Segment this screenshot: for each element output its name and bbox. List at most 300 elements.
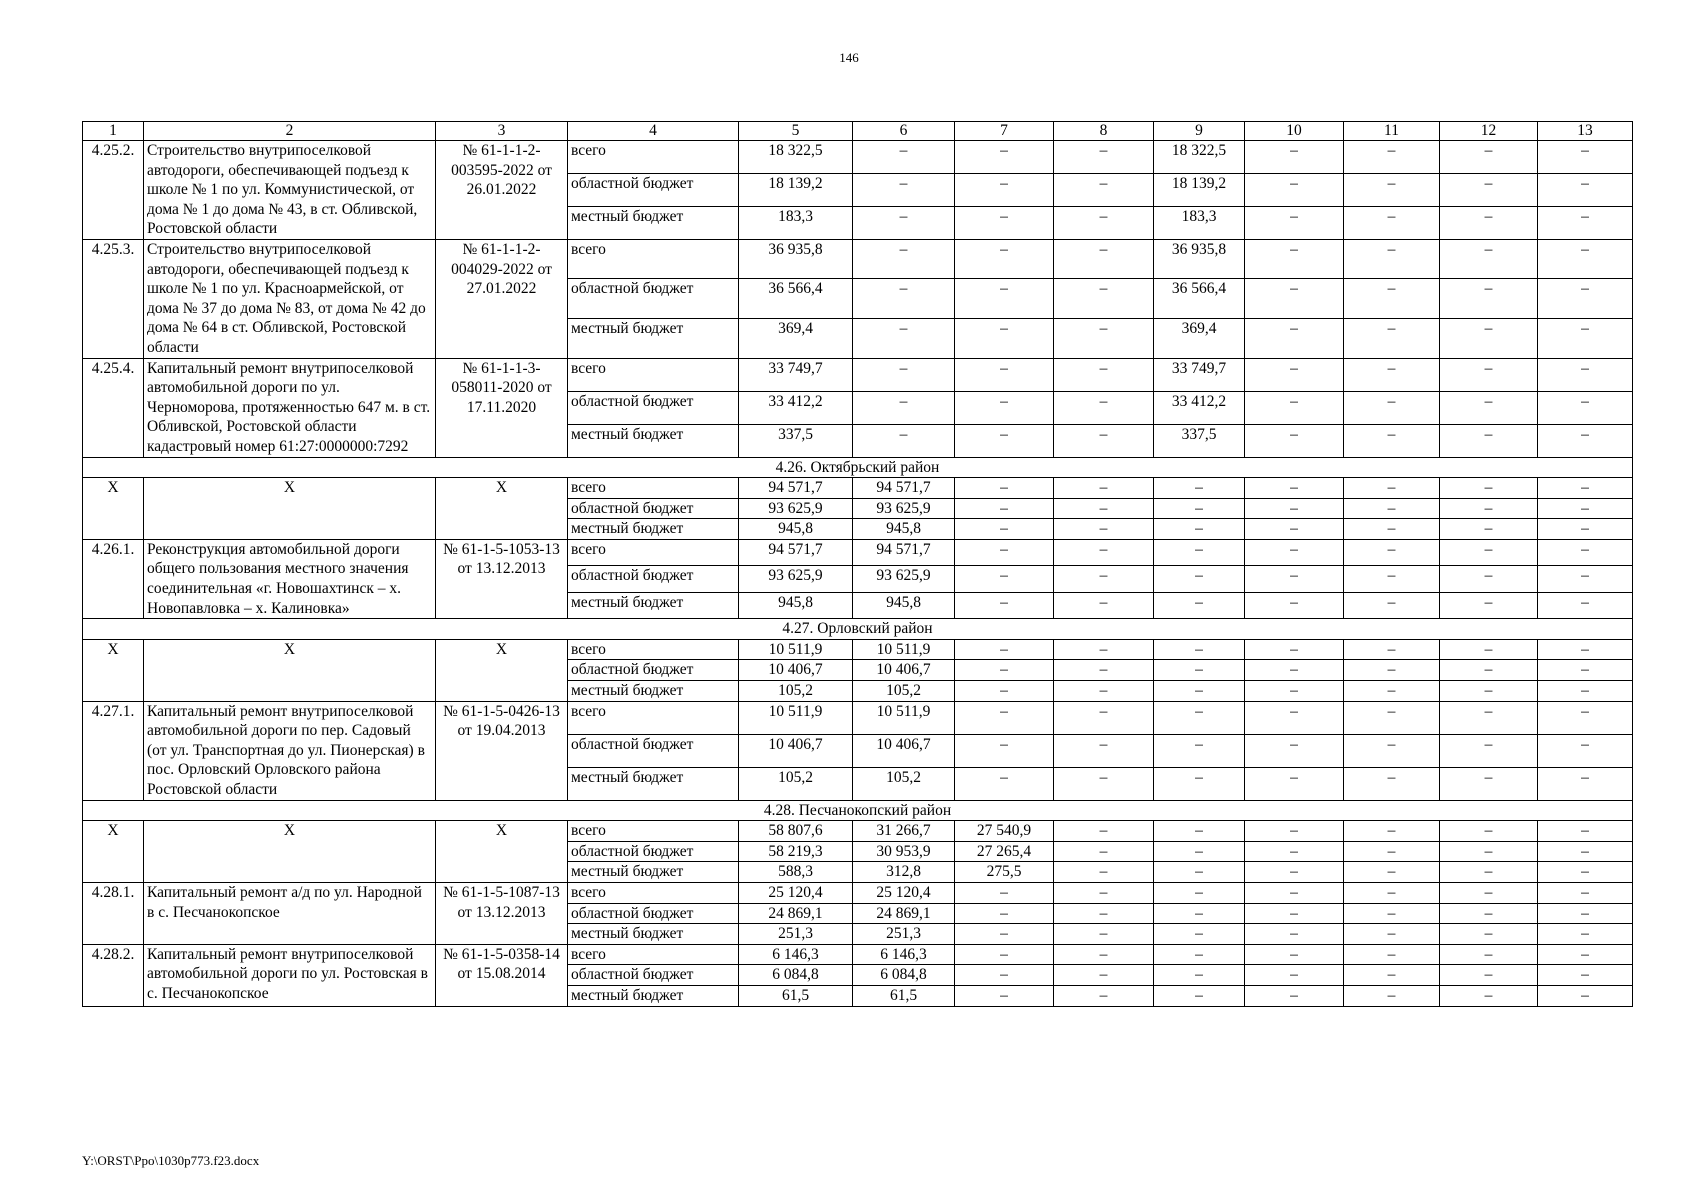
amount-cell: – — [1054, 519, 1154, 540]
amount-cell: – — [1538, 592, 1633, 618]
amount-cell: 10 511,9 — [853, 701, 955, 734]
amount-cell: – — [1538, 660, 1633, 681]
amount-cell: – — [1054, 424, 1154, 457]
amount-cell: – — [955, 206, 1054, 239]
amount-cell: 36 935,8 — [1154, 239, 1245, 279]
amount-cell: – — [1440, 239, 1538, 279]
amount-cell: – — [1054, 141, 1154, 174]
amount-cell: – — [1245, 173, 1344, 206]
amount-cell: 105,2 — [853, 681, 955, 702]
funding-source-cell: всего — [568, 882, 739, 903]
amount-cell: – — [1245, 965, 1344, 986]
amount-cell: 93 625,9 — [739, 566, 853, 592]
amount-cell: 18 139,2 — [739, 173, 853, 206]
funding-source-cell: всего — [568, 358, 739, 391]
amount-cell: – — [1154, 639, 1245, 660]
project-name-cell: Х — [144, 821, 436, 883]
amount-cell: – — [1054, 498, 1154, 519]
amount-cell: – — [1440, 701, 1538, 734]
funding-source-cell: областной бюджет — [568, 173, 739, 206]
amount-cell: – — [1054, 478, 1154, 499]
amount-cell: 369,4 — [739, 319, 853, 359]
amount-cell: – — [1344, 734, 1440, 767]
project-name-cell: Капитальный ремонт а/д по ул. Народной в с. Песчанокопское — [144, 882, 436, 944]
amount-cell: 94 571,7 — [853, 539, 955, 565]
amount-cell: – — [1054, 279, 1154, 319]
amount-cell: – — [1344, 424, 1440, 457]
amount-cell: – — [1054, 734, 1154, 767]
column-header: 13 — [1538, 122, 1633, 141]
amount-cell: – — [1054, 239, 1154, 279]
amount-cell: – — [1440, 519, 1538, 540]
project-name-cell: Х — [144, 478, 436, 540]
amount-cell: – — [1538, 141, 1633, 174]
column-header: 7 — [955, 122, 1054, 141]
amount-cell: 6 084,8 — [739, 965, 853, 986]
amount-cell: – — [955, 539, 1054, 565]
amount-cell: – — [1054, 319, 1154, 359]
amount-cell: – — [1440, 965, 1538, 986]
amount-cell: – — [1440, 924, 1538, 945]
amount-cell: – — [1245, 639, 1344, 660]
amount-cell: 25 120,4 — [739, 882, 853, 903]
amount-cell: – — [1245, 141, 1344, 174]
project-name-cell: Х — [144, 639, 436, 701]
amount-cell: – — [1245, 841, 1344, 862]
amount-cell: 10 406,7 — [739, 660, 853, 681]
project-document-cell: № 61-1-5-0426-13 от 19.04.2013 — [436, 701, 568, 800]
amount-cell: – — [1054, 944, 1154, 965]
table-body — [83, 122, 1633, 1007]
amount-cell: – — [955, 478, 1054, 499]
amount-cell: – — [1344, 391, 1440, 424]
amount-cell: – — [1538, 539, 1633, 565]
amount-cell: – — [1440, 821, 1538, 842]
project-row — [83, 639, 1633, 660]
amount-cell: 183,3 — [739, 206, 853, 239]
amount-cell: – — [1054, 882, 1154, 903]
amount-cell: – — [955, 592, 1054, 618]
amount-cell: – — [955, 498, 1054, 519]
project-document-cell: № 61-1-1-2-004029-2022 от 27.01.2022 — [436, 239, 568, 358]
amount-cell: – — [1054, 862, 1154, 883]
project-name-cell: Капитальный ремонт внутрипоселковой автомобильной дороги по пер. Садовый (от ул. Транспортная до ул. Пионерская) в пос. Орловский Орловского района Ростовской области — [144, 701, 436, 800]
project-number-cell: 4.25.3. — [83, 239, 144, 358]
amount-cell: – — [955, 319, 1054, 359]
amount-cell: 30 953,9 — [853, 841, 955, 862]
amount-cell: 24 869,1 — [853, 903, 955, 924]
funding-source-cell: областной бюджет — [568, 841, 739, 862]
funding-source-cell: областной бюджет — [568, 391, 739, 424]
amount-cell: – — [1245, 944, 1344, 965]
amount-cell: – — [1440, 279, 1538, 319]
amount-cell: – — [1054, 701, 1154, 734]
amount-cell: 369,4 — [1154, 319, 1245, 359]
amount-cell: – — [1245, 701, 1344, 734]
section-title: 4.27. Орловский район — [83, 619, 1633, 640]
amount-cell: – — [955, 660, 1054, 681]
amount-cell: – — [1054, 660, 1154, 681]
amount-cell: – — [1440, 985, 1538, 1006]
amount-cell: – — [1440, 141, 1538, 174]
project-number-cell: 4.27.1. — [83, 701, 144, 800]
project-row — [83, 701, 1633, 734]
section-title-row — [83, 800, 1633, 821]
amount-cell: – — [1344, 924, 1440, 945]
column-header: 4 — [568, 122, 739, 141]
amount-cell: – — [1538, 734, 1633, 767]
amount-cell: – — [1245, 239, 1344, 279]
project-number-cell: Х — [83, 639, 144, 701]
project-number-cell: 4.25.4. — [83, 358, 144, 457]
funding-source-cell: всего — [568, 478, 739, 499]
amount-cell: 18 322,5 — [1154, 141, 1245, 174]
amount-cell: – — [1538, 701, 1633, 734]
amount-cell: – — [1344, 882, 1440, 903]
amount-cell: – — [1538, 841, 1633, 862]
amount-cell: – — [1245, 882, 1344, 903]
amount-cell: 6 146,3 — [853, 944, 955, 965]
amount-cell: 945,8 — [853, 519, 955, 540]
amount-cell: 33 412,2 — [739, 391, 853, 424]
amount-cell: – — [955, 944, 1054, 965]
amount-cell: – — [1054, 539, 1154, 565]
amount-cell: – — [1154, 903, 1245, 924]
amount-cell: – — [1245, 924, 1344, 945]
amount-cell: 27 540,9 — [955, 821, 1054, 842]
amount-cell: 588,3 — [739, 862, 853, 883]
amount-cell: – — [1344, 206, 1440, 239]
amount-cell: – — [1440, 566, 1538, 592]
amount-cell: – — [1154, 924, 1245, 945]
amount-cell: – — [1538, 279, 1633, 319]
amount-cell: – — [1054, 965, 1154, 986]
amount-cell: – — [1154, 539, 1245, 565]
funding-source-cell: местный бюджет — [568, 592, 739, 618]
amount-cell: – — [1344, 903, 1440, 924]
amount-cell: – — [1440, 358, 1538, 391]
amount-cell: – — [1538, 882, 1633, 903]
amount-cell: – — [955, 519, 1054, 540]
amount-cell: 58 219,3 — [739, 841, 853, 862]
amount-cell: – — [955, 903, 1054, 924]
funding-source-cell: областной бюджет — [568, 279, 739, 319]
amount-cell: – — [1440, 944, 1538, 965]
amount-cell: – — [955, 391, 1054, 424]
amount-cell: – — [1154, 734, 1245, 767]
amount-cell: – — [1054, 681, 1154, 702]
project-row — [83, 539, 1633, 565]
amount-cell: – — [955, 173, 1054, 206]
section-title: 4.26. Октябрьский район — [83, 457, 1633, 478]
amount-cell: – — [1344, 141, 1440, 174]
amount-cell: – — [1344, 498, 1440, 519]
amount-cell: – — [1440, 539, 1538, 565]
amount-cell: – — [1538, 639, 1633, 660]
column-header: 1 — [83, 122, 144, 141]
amount-cell: 33 749,7 — [739, 358, 853, 391]
amount-cell: 25 120,4 — [853, 882, 955, 903]
project-number-cell: Х — [83, 478, 144, 540]
amount-cell: 275,5 — [955, 862, 1054, 883]
amount-cell: – — [1344, 965, 1440, 986]
amount-cell: – — [955, 358, 1054, 391]
amount-cell: – — [1245, 424, 1344, 457]
amount-cell: – — [1054, 206, 1154, 239]
amount-cell: – — [1245, 539, 1344, 565]
amount-cell: – — [1440, 767, 1538, 800]
amount-cell: – — [1245, 358, 1344, 391]
project-row — [83, 944, 1633, 965]
amount-cell: – — [1440, 592, 1538, 618]
amount-cell: – — [1245, 391, 1344, 424]
amount-cell: – — [1154, 566, 1245, 592]
amount-cell: – — [1538, 767, 1633, 800]
amount-cell: – — [1344, 767, 1440, 800]
amount-cell: – — [955, 767, 1054, 800]
project-row — [83, 239, 1633, 279]
amount-cell: – — [1440, 882, 1538, 903]
amount-cell: – — [1344, 681, 1440, 702]
amount-cell: – — [1344, 173, 1440, 206]
amount-cell: – — [1344, 279, 1440, 319]
amount-cell: – — [1245, 206, 1344, 239]
amount-cell: 312,8 — [853, 862, 955, 883]
funding-source-cell: областной бюджет — [568, 498, 739, 519]
footer-file-path: Y:\ORST\Ppo\1030p773.f23.docx — [82, 1153, 260, 1168]
amount-cell: – — [1245, 821, 1344, 842]
amount-cell: – — [1538, 206, 1633, 239]
project-name-cell: Капитальный ремонт внутрипоселковой автомобильной дороги по ул. Черноморова, протяженностью 647 м. в ст. Обливской, Ростовской области кадастровый номер 61:27:0000000:7292 — [144, 358, 436, 457]
amount-cell: – — [1154, 841, 1245, 862]
amount-cell: 36 566,4 — [1154, 279, 1245, 319]
project-row — [83, 478, 1633, 499]
amount-cell: 105,2 — [853, 767, 955, 800]
amount-cell: 10 511,9 — [739, 639, 853, 660]
project-document-cell: № 61-1-1-3-058011-2020 от 17.11.2020 — [436, 358, 568, 457]
amount-cell: – — [1440, 639, 1538, 660]
amount-cell: – — [853, 206, 955, 239]
amount-cell: – — [1538, 239, 1633, 279]
amount-cell: – — [1440, 862, 1538, 883]
amount-cell: 105,2 — [739, 681, 853, 702]
amount-cell: – — [1538, 566, 1633, 592]
amount-cell: – — [1344, 639, 1440, 660]
amount-cell: – — [1154, 944, 1245, 965]
amount-cell: – — [1054, 767, 1154, 800]
amount-cell: – — [1538, 478, 1633, 499]
amount-cell: 93 625,9 — [853, 566, 955, 592]
financing-table — [82, 121, 1633, 1007]
amount-cell: – — [1154, 965, 1245, 986]
column-header: 12 — [1440, 122, 1538, 141]
amount-cell: – — [1245, 592, 1344, 618]
amount-cell: – — [1154, 701, 1245, 734]
project-number-cell: 4.26.1. — [83, 539, 144, 618]
funding-source-cell: всего — [568, 239, 739, 279]
amount-cell: 10 511,9 — [739, 701, 853, 734]
project-document-cell: № 61-1-5-1087-13 от 13.12.2013 — [436, 882, 568, 944]
amount-cell: – — [1440, 206, 1538, 239]
project-name-cell: Капитальный ремонт внутрипоселковой автомобильной дороги по ул. Ростовская в с. Песчанокопское — [144, 944, 436, 1006]
amount-cell: 18 322,5 — [739, 141, 853, 174]
amount-cell: – — [853, 279, 955, 319]
funding-source-cell: всего — [568, 141, 739, 174]
amount-cell: – — [1054, 903, 1154, 924]
amount-cell: – — [1538, 424, 1633, 457]
amount-cell: – — [955, 985, 1054, 1006]
amount-cell: – — [1538, 391, 1633, 424]
amount-cell: – — [1538, 821, 1633, 842]
project-document-cell: № 61-1-5-0358-14 от 15.08.2014 — [436, 944, 568, 1006]
amount-cell: – — [1440, 478, 1538, 499]
page-number: 146 — [839, 50, 859, 65]
funding-source-cell: местный бюджет — [568, 519, 739, 540]
amount-cell: – — [955, 924, 1054, 945]
funding-source-cell: всего — [568, 539, 739, 565]
column-header: 5 — [739, 122, 853, 141]
amount-cell: – — [1245, 498, 1344, 519]
funding-source-cell: местный бюджет — [568, 206, 739, 239]
project-document-cell: Х — [436, 821, 568, 883]
amount-cell: 337,5 — [739, 424, 853, 457]
amount-cell: – — [1538, 903, 1633, 924]
amount-cell: – — [1344, 701, 1440, 734]
amount-cell: – — [1344, 821, 1440, 842]
funding-source-cell: местный бюджет — [568, 862, 739, 883]
amount-cell: – — [1245, 279, 1344, 319]
amount-cell: – — [1538, 681, 1633, 702]
amount-cell: – — [1054, 566, 1154, 592]
amount-cell: – — [955, 681, 1054, 702]
amount-cell: – — [1054, 841, 1154, 862]
funding-source-cell: местный бюджет — [568, 924, 739, 945]
amount-cell: 27 265,4 — [955, 841, 1054, 862]
project-document-cell: № 61-1-1-2-003595-2022 от 26.01.2022 — [436, 141, 568, 240]
column-header: 3 — [436, 122, 568, 141]
amount-cell: – — [853, 173, 955, 206]
amount-cell: – — [853, 319, 955, 359]
column-number-header-row — [83, 122, 1633, 141]
amount-cell: – — [1538, 862, 1633, 883]
amount-cell: – — [1344, 841, 1440, 862]
amount-cell: – — [1054, 173, 1154, 206]
amount-cell: – — [1538, 358, 1633, 391]
project-document-cell: Х — [436, 478, 568, 540]
project-number-cell: 4.28.1. — [83, 882, 144, 944]
amount-cell: 251,3 — [853, 924, 955, 945]
amount-cell: – — [1344, 539, 1440, 565]
amount-cell: – — [1245, 985, 1344, 1006]
amount-cell: – — [1245, 478, 1344, 499]
funding-source-cell: всего — [568, 821, 739, 842]
amount-cell: 94 571,7 — [853, 478, 955, 499]
project-row — [83, 821, 1633, 842]
amount-cell: – — [1154, 681, 1245, 702]
amount-cell: – — [1538, 965, 1633, 986]
amount-cell: – — [1538, 924, 1633, 945]
funding-source-cell: местный бюджет — [568, 767, 739, 800]
amount-cell: 33 749,7 — [1154, 358, 1245, 391]
amount-cell: – — [1538, 944, 1633, 965]
amount-cell: – — [1054, 924, 1154, 945]
amount-cell: – — [1440, 903, 1538, 924]
project-number-cell: 4.28.2. — [83, 944, 144, 1006]
column-header: 9 — [1154, 122, 1245, 141]
column-header: 8 — [1054, 122, 1154, 141]
amount-cell: – — [1245, 903, 1344, 924]
amount-cell: – — [955, 279, 1054, 319]
project-row — [83, 358, 1633, 391]
funding-source-cell: местный бюджет — [568, 985, 739, 1006]
amount-cell: – — [1538, 319, 1633, 359]
amount-cell: – — [1154, 767, 1245, 800]
amount-cell: – — [955, 424, 1054, 457]
amount-cell: – — [1440, 841, 1538, 862]
column-header: 6 — [853, 122, 955, 141]
amount-cell: – — [1154, 862, 1245, 883]
amount-cell: 61,5 — [853, 985, 955, 1006]
amount-cell: – — [1154, 519, 1245, 540]
amount-cell: 183,3 — [1154, 206, 1245, 239]
funding-source-cell: областной бюджет — [568, 660, 739, 681]
funding-source-cell: местный бюджет — [568, 319, 739, 359]
amount-cell: 6 084,8 — [853, 965, 955, 986]
amount-cell: – — [955, 566, 1054, 592]
amount-cell: 945,8 — [739, 519, 853, 540]
funding-source-cell: областной бюджет — [568, 734, 739, 767]
amount-cell: – — [1054, 985, 1154, 1006]
project-row — [83, 141, 1633, 174]
amount-cell: 24 869,1 — [739, 903, 853, 924]
amount-cell: 337,5 — [1154, 424, 1245, 457]
section-title-row — [83, 619, 1633, 640]
funding-source-cell: областной бюджет — [568, 903, 739, 924]
project-name-cell: Реконструкция автомобильной дороги общего пользования местного значения соединительная «г. Новошахтинск – х. Новопавловка – х. Калиновка» — [144, 539, 436, 618]
amount-cell: 10 406,7 — [739, 734, 853, 767]
amount-cell: – — [1054, 391, 1154, 424]
amount-cell: – — [1538, 519, 1633, 540]
amount-cell: – — [1344, 660, 1440, 681]
amount-cell: – — [1344, 566, 1440, 592]
column-header: 11 — [1344, 122, 1440, 141]
amount-cell: – — [1440, 734, 1538, 767]
amount-cell: – — [853, 239, 955, 279]
amount-cell: 945,8 — [853, 592, 955, 618]
amount-cell: 36 935,8 — [739, 239, 853, 279]
amount-cell: – — [1154, 660, 1245, 681]
amount-cell: 6 146,3 — [739, 944, 853, 965]
funding-source-cell: всего — [568, 639, 739, 660]
project-document-cell: № 61-1-5-1053-13 от 13.12.2013 — [436, 539, 568, 618]
amount-cell: – — [1440, 660, 1538, 681]
amount-cell: 945,8 — [739, 592, 853, 618]
amount-cell: 36 566,4 — [739, 279, 853, 319]
amount-cell: – — [1054, 639, 1154, 660]
amount-cell: – — [1245, 566, 1344, 592]
amount-cell: – — [955, 882, 1054, 903]
project-document-cell: Х — [436, 639, 568, 701]
amount-cell: 93 625,9 — [853, 498, 955, 519]
amount-cell: – — [1154, 478, 1245, 499]
amount-cell: 251,3 — [739, 924, 853, 945]
amount-cell: – — [1154, 821, 1245, 842]
project-number-cell: Х — [83, 821, 144, 883]
column-header: 2 — [144, 122, 436, 141]
amount-cell: – — [1245, 681, 1344, 702]
amount-cell: – — [1440, 424, 1538, 457]
amount-cell: – — [1344, 592, 1440, 618]
